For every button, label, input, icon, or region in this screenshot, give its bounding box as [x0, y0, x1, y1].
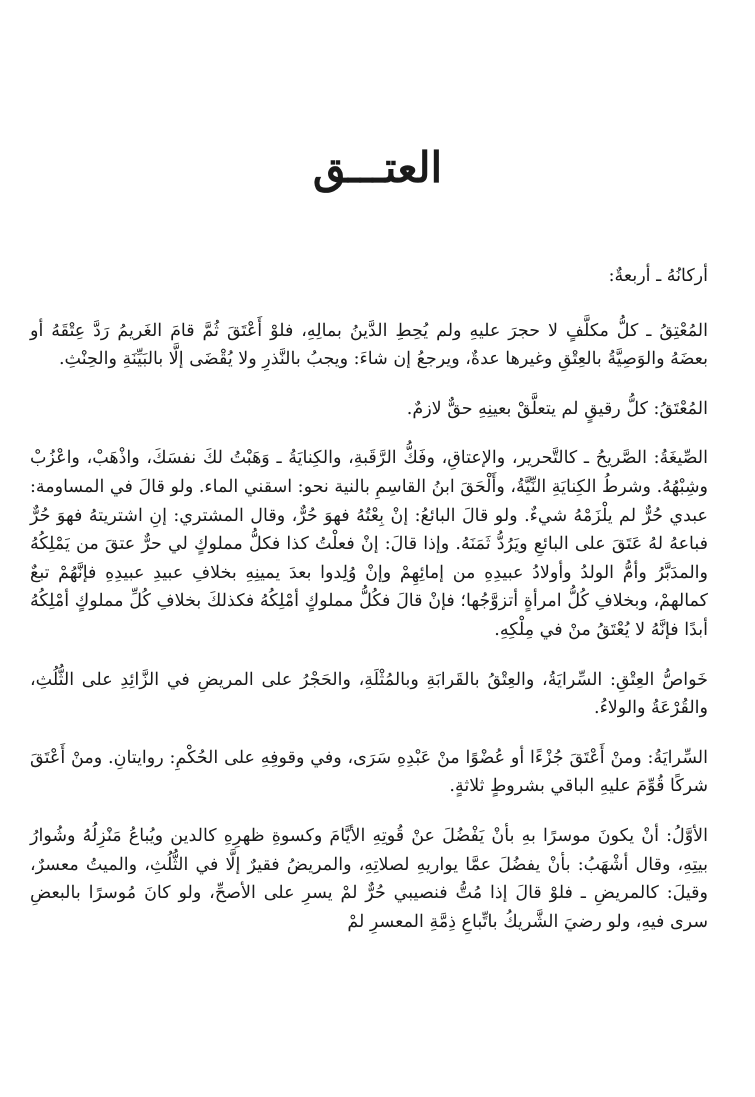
paragraph-emancipated: المُعْتَقُ: كلُّ رقيقٍ لم يتعلَّقْ بعينِهِ حقٌّ لازمٌ.: [406, 398, 708, 419]
paragraph-properties: خَواصُّ العِتْقِ: السِّرايَةُ، والعِتْقُ بالقَرابَةِ وبالمُثْلَةِ، والحَجْرُ على المريضِ في الزَّائِدِ على الثُّلُثِ، والقُرْعَةُ والولاءُ.: [30, 669, 708, 719]
paragraph-pillars: أركانُهُ ـ أربعةٌ:: [608, 266, 708, 286]
paragraph-first-condition: الأوَّلُ: أنْ يكونَ موسرًا بهِ بأنْ يَفْضُلَ عنْ قُوتِهِ الأيَّامَ وكسوةِ ظهرِهِ كالدين ويُباعُ مَنْزِلُهُ وشُوارُ بيتِهِ، وقال أشْهَبُ: بأنْ يفضُلَ عمَّا يواريهِ لصلاتِهِ، والمريضُ فقيرٌ إلَّا في الثُّلُثِ، والميتُ معسرٌ، وقيلَ: كالمريضِ ـ فلوْ قالَ إذا مُتُّ فنصيبي حُرٌّ لمْ يسرِ على الأصحِّ، ولو كانَ مُوسرًا بالبعضِ سرى فيهِ، ولو رضيَ الشَّريكُ باتِّباعِ ذِمَّةِ المعسرِ لمْ: [30, 825, 708, 932]
paragraph-formula: الصِّيغَةُ: الصَّريحُ ـ كالتَّحرير، والإعتاقِ، وفَكُّ الرَّقَبةِ، والكِنايَةُ ـ وَهَبْتُ لكَ نفسَكَ، واذْهَبْ، واعْزُبْ وشِبْهُهُ. وشرطُ الكِنايَةِ النِّيَّةُ، وأَلْحَقَ ابنُ القاسِمِ بالنية نحو: اسقني الماء. ولو قالَ في المساومة: عبدي حُرٌّ لم يلْزَمْهُ شيءٌ. ولو قالَ البائعُ: إنْ بِعْتُهُ فهوَ حُرٌّ، وقال المشتري: إنِ اشتريتهُ فهوَ حُرٌّ فباعهُ لهُ عَتَقَ على البائعِ ويَرُدُّ ثَمَنَهُ. وإذا قالَ: إنْ فعلْتُ كذا فكلُّ مملوكٍ لي حرٌّ عتقَ من يَمْلِكُهُ والمدَبَّرُ وأمُّ الولدُ وأولادُ عبيدِهِ من إمائِهِمْ وإنْ وُلِدوا بعدَ يمينِهِ بخلافِ عبيدِ عبيدِهِ فإنَّهُمْ تبعٌ كمالهمْ، وبخلافِ كُلُّ امرأةٍ أتزوَّجُها؛ فإنْ قالَ فكُلُّ مملوكٍ أمْلِكُهُ فكذلكَ بخلافِ كُلِّ مملوكٍ أمْلِكُهُ أبدًا فإنَّهُ لا يُعْتَقُ منْ في مِلْكِهِ.: [30, 448, 708, 640]
chapter-title: العتـــق: [312, 143, 443, 192]
body-text: [30, 262, 708, 957]
paragraph-emancipator: المُعْتِقُ ـ كلُّ مكلَّفٍ لا حجرَ عليهِ ولم يُحِطِ الدَّينُ بمالِهِ، فلوْ أَعْتَقَ ثُمَّ قامَ الغَريمُ رَدَّ عِتْقَهُ أو بعضَهُ والوَصِيَّةُ بالعِتْقِ وغيرها عدةٌ، ويرجعُ إن شاءَ: ويجبُ بالنَّذرِ ولا يُقْضَى إلَّا بالبَيِّنَةِ والحِنْثِ.: [30, 320, 708, 370]
paragraph-extension: السِّرايَةُ: ومنْ أَعْتَقَ جُزْءًا أو عُضْوًا منْ عَبْدِهِ سَرَى، وفي وقوفِهِ على الحُكْمِ: روايتانِ. ومنْ أَعْتَقَ شركًا قُوِّمَ عليهِ الباقي بشروطٍ ثلاثةٍ.: [30, 747, 708, 797]
